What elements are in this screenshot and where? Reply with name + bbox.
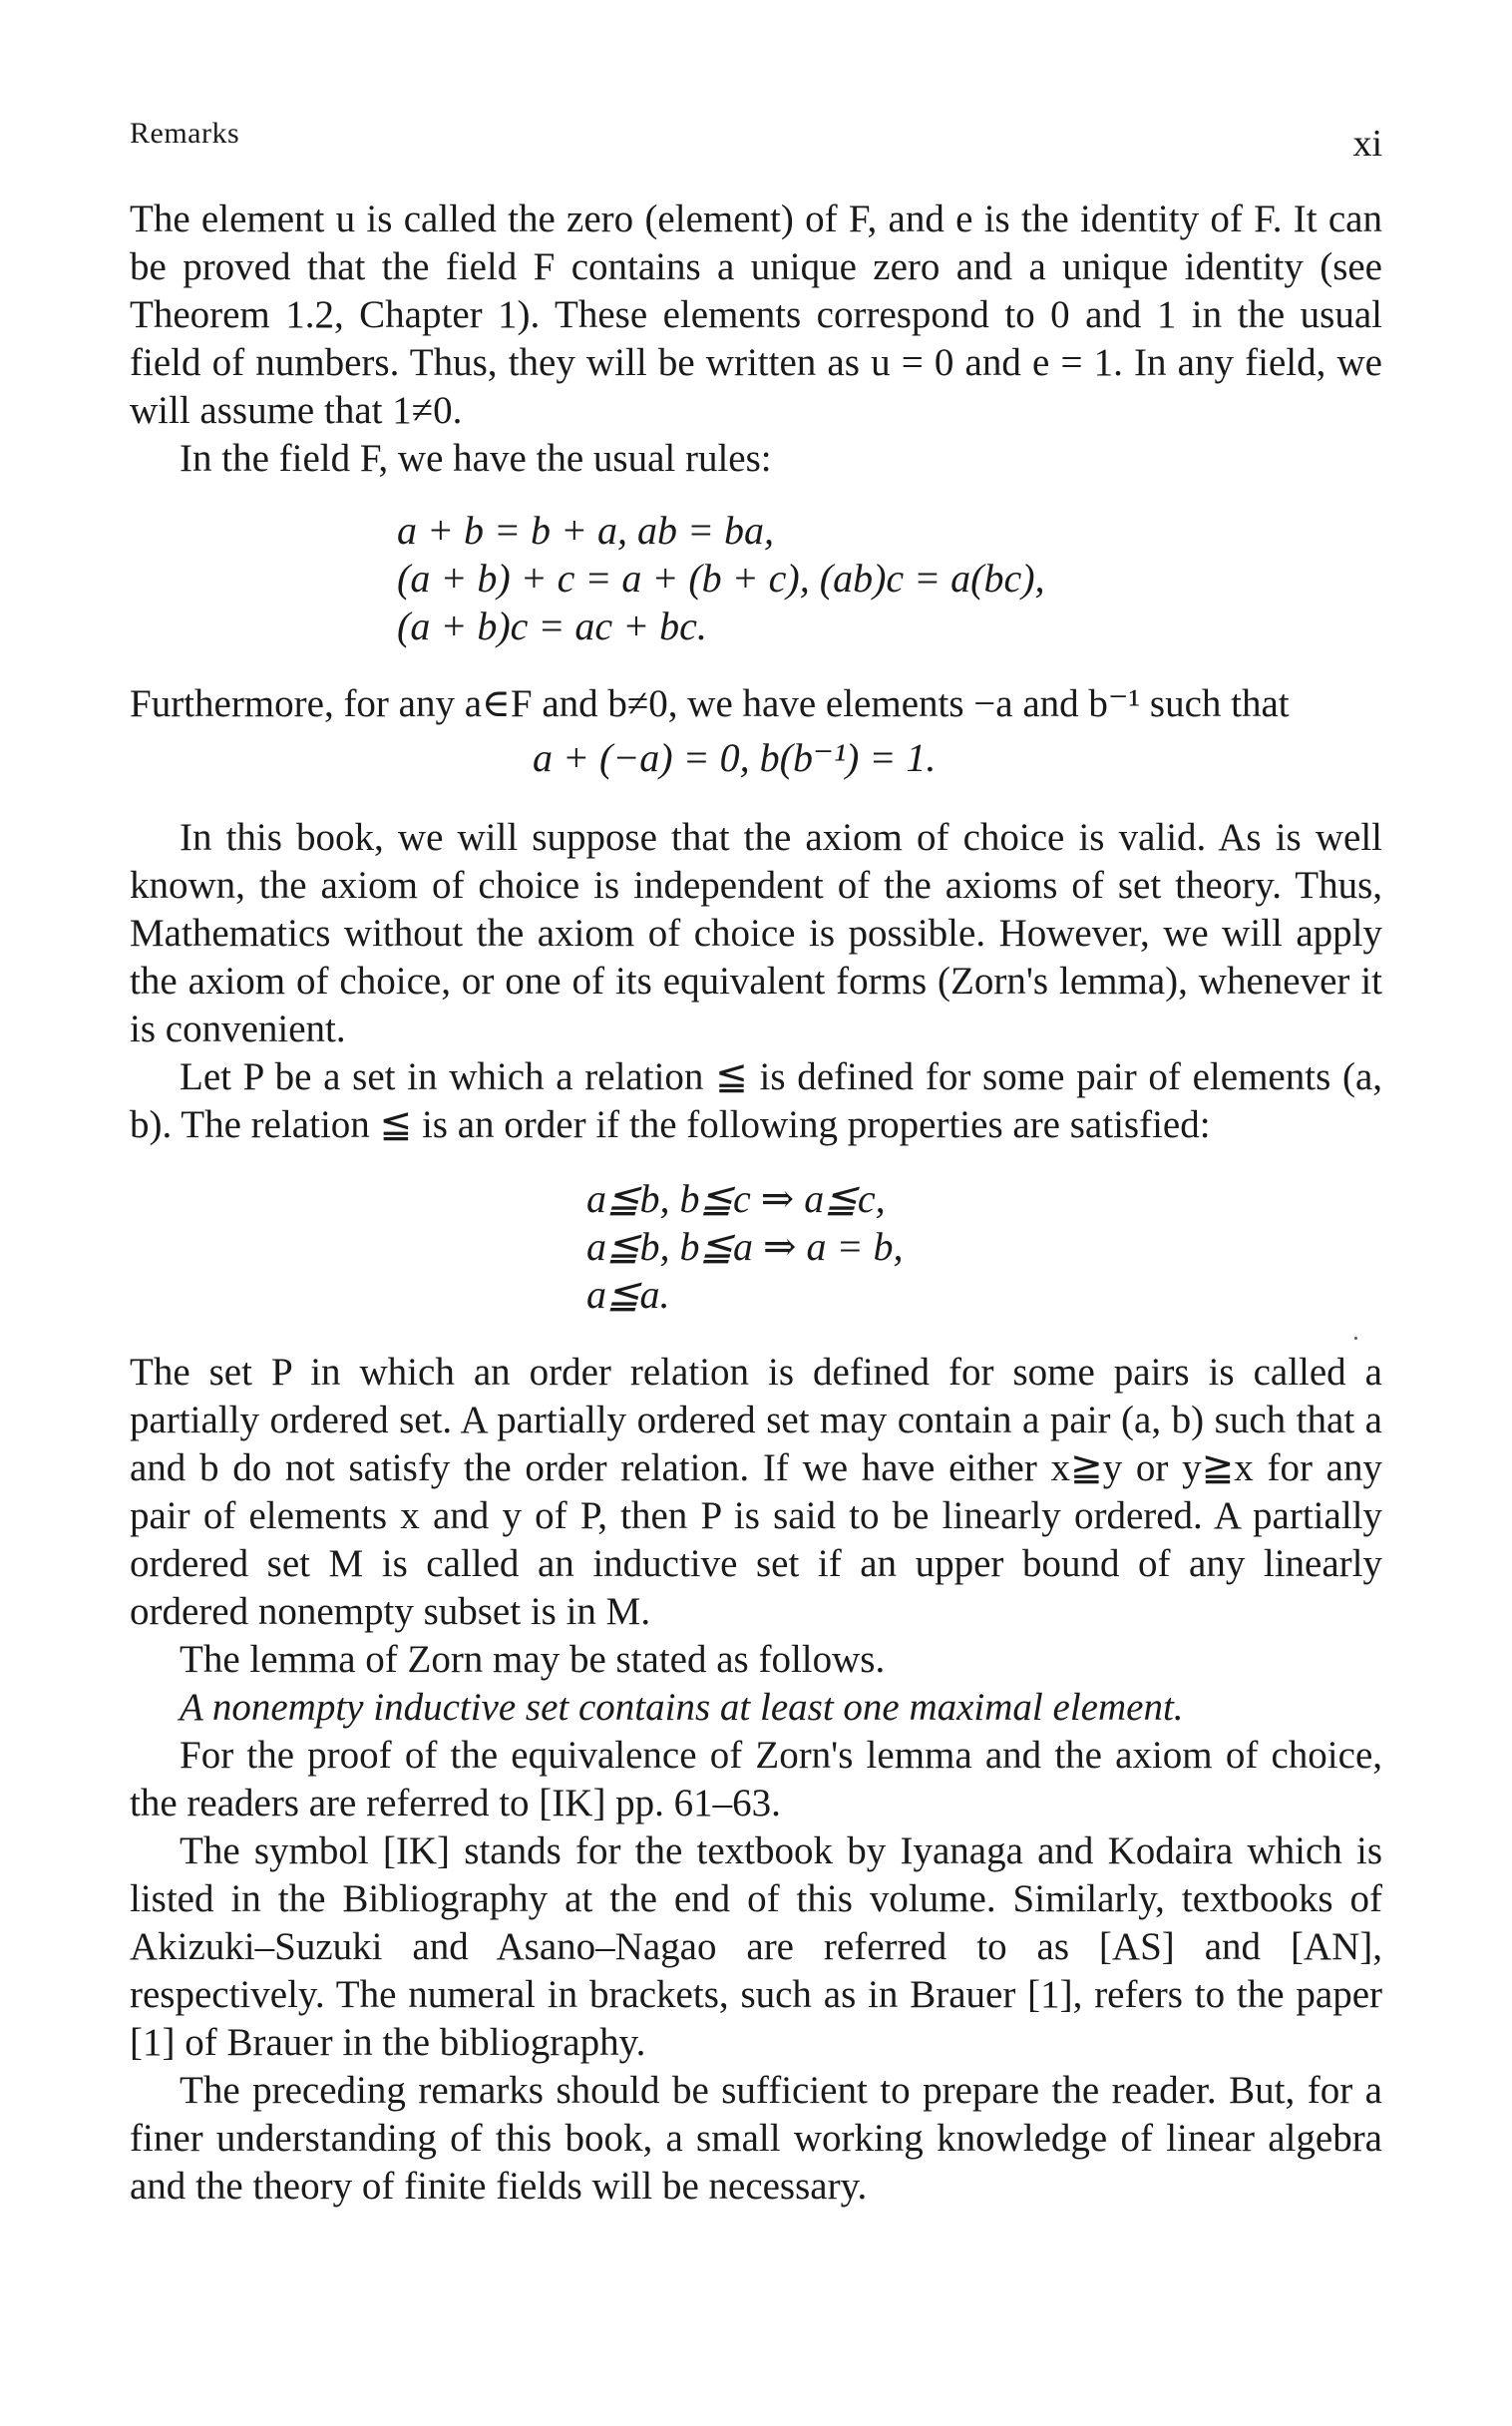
paragraph-axiom-of-choice: In this book, we will suppose that the axiom of choice is valid. As is well known, the axiom of choice is independent of the axioms of set theory. Thus, Mathematics without the axiom of choice is possible. However, we will apply the axiom of choice, or one of its equivalent forms (Zorn's lemma), whenever it is convenient. xyxy=(130,816,1382,1050)
equation-line: a≦a. xyxy=(586,1272,670,1317)
equation-line: a≦b, b≦a ⇒ a = b, xyxy=(586,1224,904,1269)
paragraph-bibliography-notation: The symbol [IK] stands for the textbook by Iyanaga and Kodaira which is listed in the Bibliography at the end of this volume. Similarly, textbooks of Akizuki–Suzuki and Asano–Nagao are referred to as [AS] and [AN], respectively. The numeral in brackets, such as in Brauer [1], refers to the paper [1] of Brauer in the bibliography. xyxy=(130,1829,1382,2064)
paragraph-order-definition: Let P be a set in which a relation ≦ is defined for some pair of elements (a, b). The relation ≦ is an order if the following properties are satisfied: xyxy=(130,1055,1382,1146)
zorn-lemma-statement: A nonempty inductive set contains at least one maximal element. xyxy=(180,1686,1184,1729)
paragraph-prerequisites: The preceding remarks should be sufficient to prepare the reader. But, for a finer understanding of this book, a small working knowledge of linear algebra and the theory of finite fields will be necessary. xyxy=(130,2069,1382,2208)
paragraph-zero-identity: The element u is called the zero (element) of F, and e is the identity of F. It can be proved that the field F contains a unique zero and a unique identity (see Theorem 1.2, Chapter 1). These elements correspond to 0 and 1 in the usual field of numbers. Thus, they will be written as u = 0 and e = 1. In any field, we will assume that 1≠0. xyxy=(130,198,1382,432)
inverses-display xyxy=(533,734,1382,782)
field-rules-display xyxy=(397,507,1382,650)
page-body xyxy=(130,196,1382,2211)
order-axioms-display xyxy=(586,1175,1382,1319)
paragraph-inverses: Furthermore, for any a∈F and b≠0, we have elements −a and b⁻¹ such that xyxy=(130,682,1290,725)
page-number: xi xyxy=(1352,123,1382,165)
paragraph-usual-rules: In the field F, we have the usual rules: xyxy=(180,437,772,480)
equation-line: (a + b)c = ac + bc. xyxy=(397,604,707,648)
equation-line: a + (−a) = 0, b(b⁻¹) = 1. xyxy=(533,735,937,780)
equation-line: a + b = b + a, ab = ba, xyxy=(397,508,774,553)
scan-speck xyxy=(1354,1337,1357,1340)
paragraph-partially-ordered: The set P in which an order relation is defined for some pairs is called a partially ordered set. A partially ordered set may contain a pair (a, b) such that a and b do not satisfy the order relation. If we have either x≧y or y≧x for any pair of elements x and y of P, then P is said to be linearly ordered. A partially ordered set M is called an inductive set if an upper bound of any linearly ordered nonempty subset is in M. xyxy=(130,1351,1382,1633)
paragraph-zorn-intro: The lemma of Zorn may be stated as follows. xyxy=(180,1638,886,1681)
paragraph-zorn-proof-reference: For the proof of the equivalence of Zorn's lemma and the axiom of choice, the readers are referred to [IK] pp. 61–63. xyxy=(130,1734,1382,1824)
running-head: Remarks xyxy=(130,117,240,150)
equation-line: (a + b) + c = a + (b + c), (ab)c = a(bc), xyxy=(397,556,1045,601)
equation-line: a≦b, b≦c ⇒ a≦c, xyxy=(586,1176,886,1221)
